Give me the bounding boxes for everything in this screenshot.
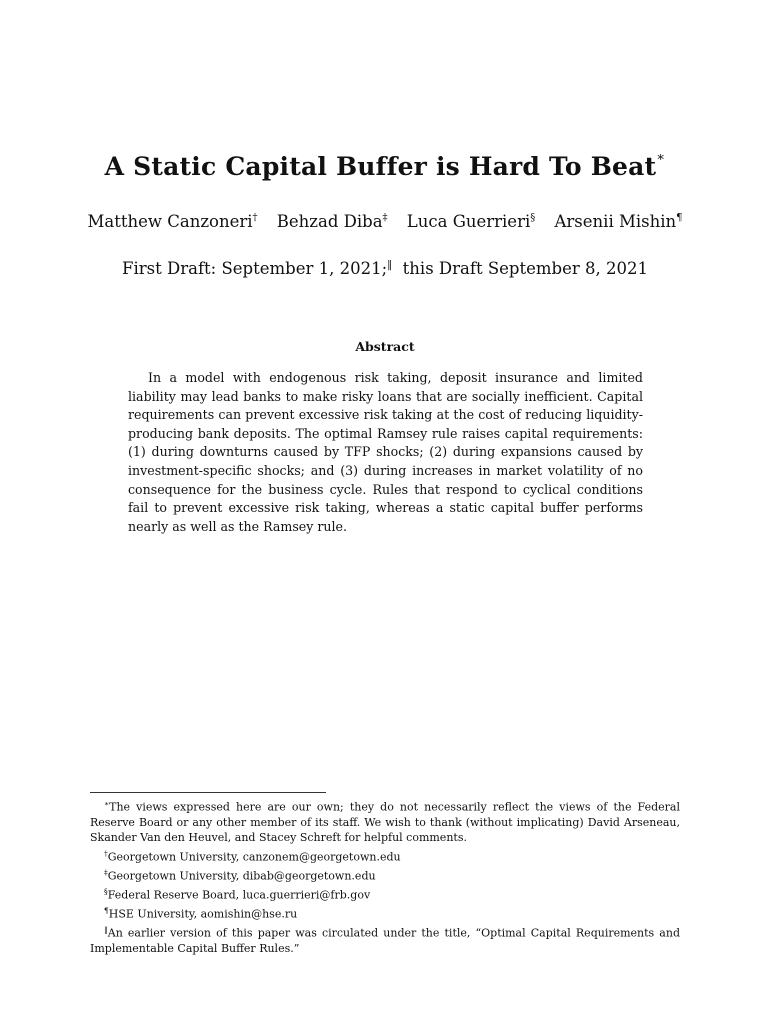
footnote-mark: † xyxy=(104,848,108,858)
date-footnote-mark: ‖ xyxy=(387,259,393,271)
paper-title-text: A Static Capital Buffer is Hard To Beat xyxy=(104,152,657,181)
author-guerrieri xyxy=(407,212,535,231)
author-canzoneri xyxy=(87,212,257,231)
footnote-canzoneri xyxy=(90,846,680,865)
footnote-text: An earlier version of this paper was circulated under the title, “Optimal Capital Requirements and Implementable Capital Buffer Rules.” xyxy=(90,926,680,956)
footnote-diba xyxy=(90,865,680,884)
footnote-mark: ‖ xyxy=(104,925,108,935)
author-diba xyxy=(277,212,388,231)
author-mishin xyxy=(555,212,683,231)
footnote-text: Georgetown University, dibab@georgetown.edu xyxy=(107,869,376,883)
author-name: Matthew Canzoneri xyxy=(87,212,253,231)
footnote-text: HSE University, aomishin@hse.ru xyxy=(108,907,298,921)
footnote-guerrieri xyxy=(90,884,680,903)
footnote-text: The views expressed here are our own; they do not necessarily reflect the views of the Federal Reserve Board or any other member of its staff. We wish to thank (without implicating) David Arseneau, Skander Van den Heuvel, and Stacey Schreft for helpful comments. xyxy=(90,800,680,845)
author-footnote-mark: § xyxy=(530,212,536,224)
author-list xyxy=(0,212,770,231)
footnote-divider xyxy=(90,792,326,793)
this-draft-date: this Draft September 8, 2021 xyxy=(402,259,648,278)
footnote-acknowledgements xyxy=(90,796,680,846)
author-footnote-mark: † xyxy=(252,212,258,224)
footnote-text: Georgetown University, canzonem@georgetown.edu xyxy=(107,850,401,864)
footnote-mark: ∗ xyxy=(104,799,110,808)
author-footnote-mark: ‡ xyxy=(382,212,388,224)
footnote-mark: ¶ xyxy=(104,906,109,916)
author-name: Behzad Diba xyxy=(276,212,383,231)
abstract-heading: Abstract xyxy=(355,339,415,354)
abstract-body: In a model with endogenous risk taking, deposit insurance and limited liability may lead banks to make risky loans that are socially inefficient. Capital requirements can prevent excessive risk taking at the cost of reducing liquidity-producing bank deposits. The optimal Ramsey rule raises capital requirements: (1) during downturns caused by TFP shocks; (2) during expansions caused by investment-specific shocks; and (3) during increases in market volatility of no consequence for the business cycle. Rules that respond to cyclical conditions fail to prevent excessive risk taking, whereas a static capital buffer performs nearly as well as the Ramsey rule. xyxy=(128,370,643,534)
author-footnote-mark: ¶ xyxy=(676,212,683,224)
paper-title xyxy=(0,152,770,181)
footnote-earlier-version xyxy=(90,922,680,956)
footnote-text: Federal Reserve Board, luca.guerrieri@frb.gov xyxy=(107,888,371,902)
footnote-mark: § xyxy=(104,887,108,896)
first-draft-date: First Draft: September 1, 2021; xyxy=(122,259,388,278)
footnote-mishin xyxy=(90,903,680,922)
author-name: Arsenii Mishin xyxy=(554,212,677,231)
title-footnote-mark: ∗ xyxy=(656,150,666,165)
draft-dates xyxy=(0,259,770,278)
author-name: Luca Guerrieri xyxy=(406,212,531,231)
footnote-mark: ‡ xyxy=(104,867,108,877)
footnotes xyxy=(90,796,680,957)
